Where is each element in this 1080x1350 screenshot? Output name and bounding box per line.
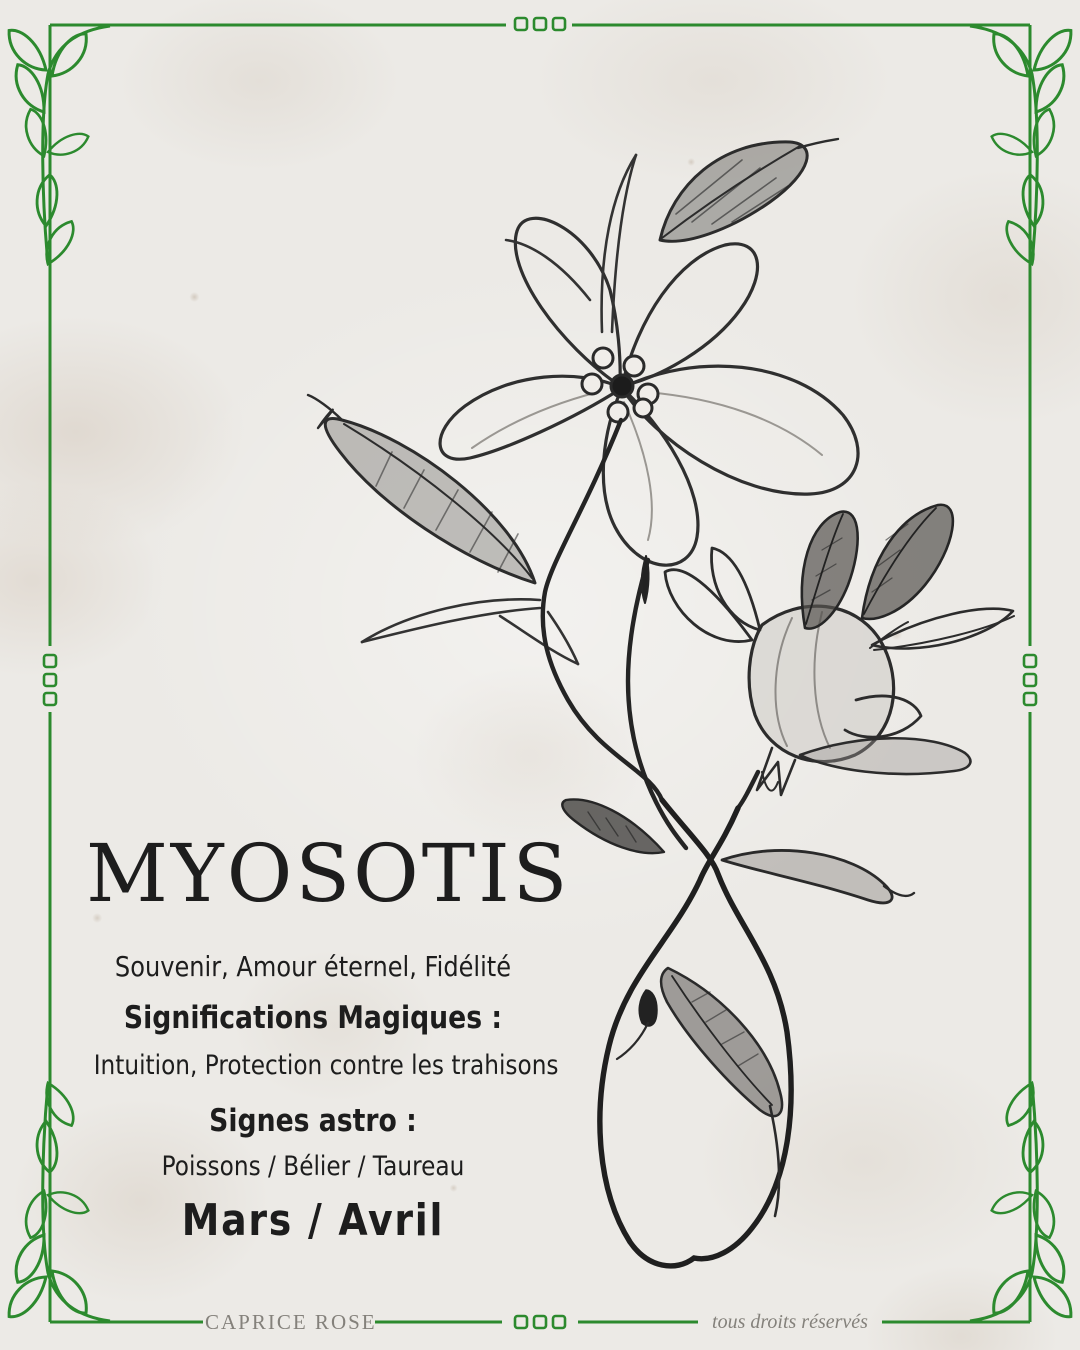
astro-value: Poissons / Bélier / Taureau [161,1151,465,1182]
rights-text: tous droits réservés [712,1311,868,1333]
brand-text: CAPRICE ROSE [205,1310,377,1334]
magic-label: Significations Magiques : [123,1000,503,1036]
three-squares-icon [515,1316,565,1328]
three-squares-icon [44,655,56,705]
magic-value: Intuition, Protection contre les trahisons [93,1050,559,1081]
months-text: Mars / Avril [181,1195,445,1246]
three-squares-icon [1024,655,1036,705]
three-squares-icon [515,18,565,30]
meanings-text: Souvenir, Amour éternel, Fidélité [114,950,512,983]
astro-label: Signes astro : [209,1103,417,1139]
page-title: MYOSOTIS [86,827,571,920]
